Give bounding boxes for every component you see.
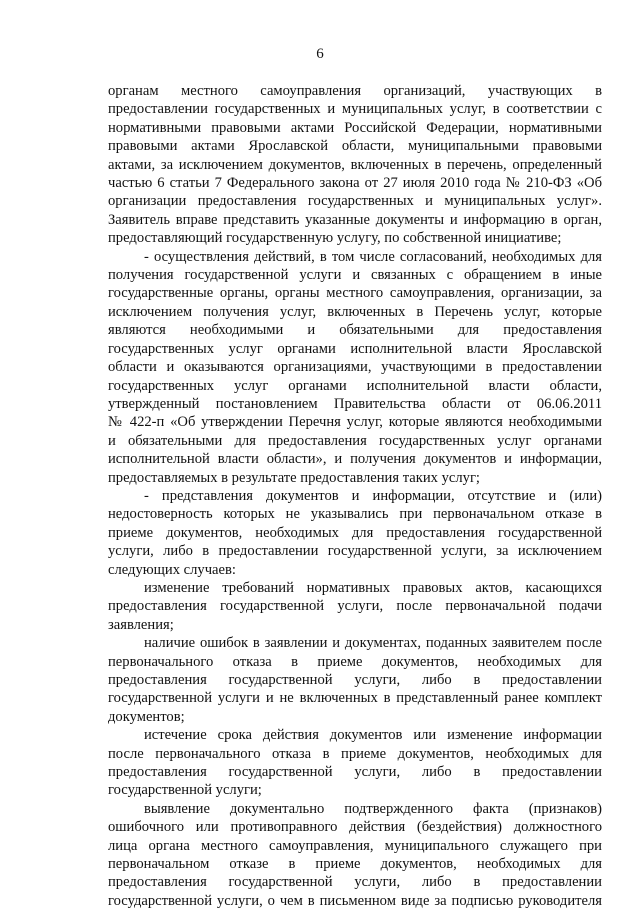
document-body [108,82,602,910]
text-line: утвержденный постановлением Правительства области от 06.06.2011 [108,395,602,412]
text-line: истечение срока действия документов или изменение информации [144,727,602,744]
text-line: изменение требований нормативных правовых актов, касающихся [144,579,602,596]
text-line: исключением получения услуг, включенных в Перечень услуг, которые [108,303,602,320]
text-line: правовыми актами Ярославской области, муниципальными правовыми [108,138,602,155]
text-line: государственных услуг органами исполнительной власти области, [108,377,602,394]
text-line: актами, за исключением документов, включенных в перечень, определенный [108,156,602,173]
text-line: выявление документально подтвержденного факта (признаков) [144,800,602,817]
text-line: услуги, либо в предоставлении государственной услуги, за исключением [108,543,602,560]
text-line: предоставления государственной услуги, либо в предоставлении [108,874,602,891]
text-line: предоставляемых в результате предоставления таких услуг; [108,469,480,486]
page-number: 6 [316,46,324,62]
text-line: первоначального отказа в приеме документов, необходимых для [108,653,602,670]
text-line: после первоначального отказа в приеме документов, необходимых для [108,745,602,762]
text-line: документов; [108,708,185,725]
text-line: являются необходимыми и обязательными для предоставления [108,322,602,339]
text-line: государственной услуги и не включенных в представленный ранее комплект [108,690,602,707]
text-line: предоставления государственной услуги, после первоначальной подачи [108,598,602,615]
text-line: государственные органы, органы местного самоуправления, организации, за [108,285,602,302]
text-line: предоставления государственной услуги, либо в предоставлении [108,672,602,688]
text-line: организации предоставления государственных и муниципальных услуг». [108,193,602,210]
text-line: государственной услуги, о чем в письменном виде за подписью руководителя [108,892,602,909]
text-line: предоставления государственной услуги, либо в предоставлении [108,764,602,781]
text-line: приеме документов, необходимых для предоставления государственной [108,524,602,541]
text-line: недостоверность которых не указывались при первоначальном отказе в [108,506,602,523]
text-line: № 422-п «Об утверждении Перечня услуг, которые являются необходимыми [108,414,602,431]
text-line: исполнительной власти области», и получения документов и информации, [108,451,602,468]
text-line: лица органа местного самоуправления, муниципального служащего при [108,837,602,854]
text-line: заявления; [108,616,174,633]
text-line: ошибочного или противоправного действия (бездействия) должностного [108,819,602,836]
text-line: - осуществления действий, в том числе согласований, необходимых для [144,248,602,265]
text-line: и обязательными для предоставления государственных услуг органами [108,432,602,449]
text-line: первоначальном отказе в приеме документов, необходимых для [108,856,602,873]
text-line: предоставлении государственных и муниципальных услуг, в соответствии с [108,101,602,118]
text-line: - представления документов и информации, отсутствие и (или) [144,487,602,504]
text-line: предоставляющий государственную услугу, по собственной инициативе; [108,230,562,247]
text-line: Заявитель вправе представить указанные документы и информацию в орган, [108,211,602,228]
text-line: органам местного самоуправления организаций, участвующих в [108,83,602,99]
text-line: государственной услуги; [108,782,262,799]
text-line: государственных услуг органами исполнительной власти Ярославской [108,340,602,357]
text-line: наличие ошибок в заявлении и документах, поданных заявителем после [144,635,602,652]
text-line: частью 6 статьи 7 Федерального закона от 27 июля 2010 года № 210-ФЗ «Об [108,175,602,192]
text-line: области и оказываются организациями, участвующими в предоставлении [108,359,602,376]
text-line: следующих случаев: [108,561,236,578]
text-line: получения государственной услуги и связанных с обращением в иные [108,267,602,284]
text-line: нормативными правовыми актами Российской Федерации, нормативными [108,119,602,136]
